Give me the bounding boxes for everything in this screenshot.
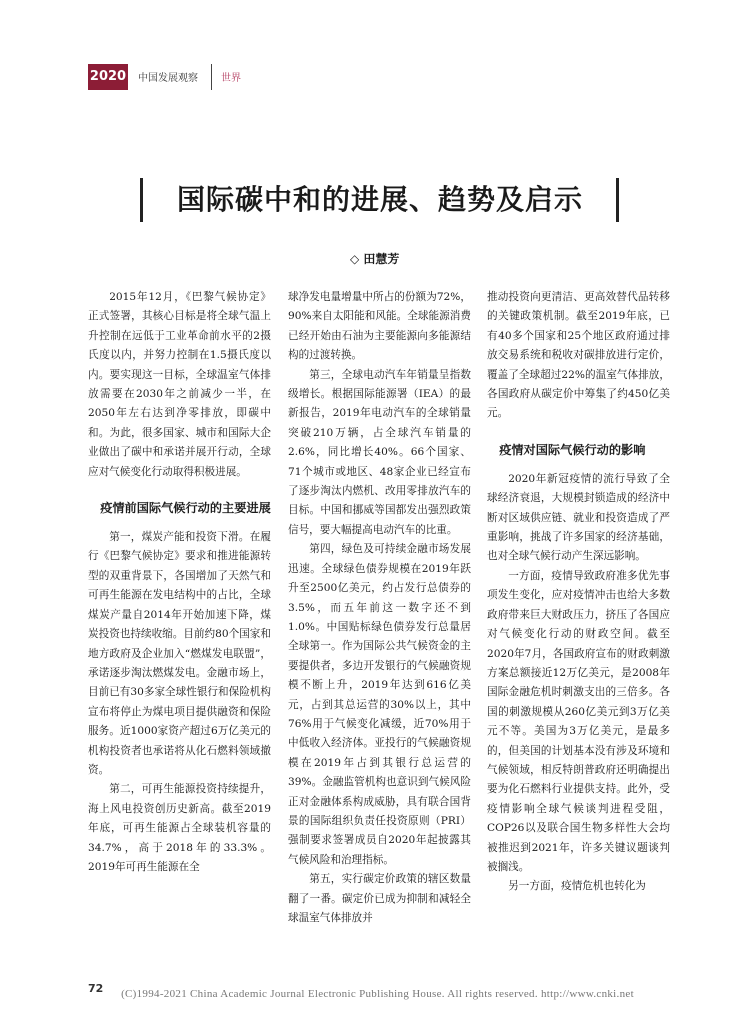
text-column-3 xyxy=(487,288,670,897)
paragraph: 另一方面，疫情危机也转化为 xyxy=(508,880,646,893)
article-title: 国际碳中和的进展、趋势及启示 xyxy=(176,183,583,216)
text-column-2 xyxy=(288,288,471,928)
text-column-1 xyxy=(88,288,271,877)
paragraph: 推动投资向更清洁、更高效替代品转移的关键政策机制。截至2019年底，已有40多个国家和25个地区政府通过排放交易系统和税收对碳排放进行定价，覆盖了全球超过22%的温室气体排放，各国政府从碳定价中筹集了约450亿美元。 xyxy=(487,291,670,420)
paragraph: 第四，绿色及可持续金融市场发展迅速。全球绿色债券规模在2019年跃升至2500亿美元，约占发行总债券的3.5%，而五年前这一数字还不到1.0%。中国贴标绿色债券发行总量居全球第一。作为国际公共气候资金的主要提供者，多边开发银行的气候融资规模不断上升，2019年达到616亿美元，占到其总运营的30%以上，其中76%用于气候变化减缓，近70%用于中低收入经济体。亚投行的气候融资规模在2019年占到其银行总运营的39%。金融监管机构也意识到气候风险正对金融体系构成威胁，具有联合国背景的国际组织负责任投资原则（PRI）强制要求签署成员自2020年起披露其气候风险和治理指标。 xyxy=(288,543,471,866)
paragraph: 第二，可再生能源投资持续提升，海上风电投资创历史新高。截至2019年底，可再生能源占全球装机容量的34.7%，高于2018年的33.3%。2019年可再生能源在全 xyxy=(88,783,271,873)
page-number: 72 xyxy=(88,982,104,995)
paragraph: 球净发电量增量中所占的份额为72%，90%来自太阳能和风能。全球能源消费已经开始由石油为主要能源向多能源结构的过渡转换。 xyxy=(288,291,471,362)
header-section: 世界 xyxy=(221,73,241,84)
section-heading: 疫情前国际气候行动的主要进展 xyxy=(100,501,271,516)
running-header xyxy=(88,64,668,90)
paragraph: 第一，煤炭产能和投资下滑。在履行《巴黎气候协定》要求和推进能源转型的双重背景下，各国增加了天然气和可再生能源在发电结构中的占比，全球煤炭产量自2014年开始加速下降，煤炭投资也持续收缩。目前约80个国家和地方政府及企业加入“燃煤发电联盟”，承诺逐步淘汰燃煤发电。金融市场上，目前已有30多家全球性银行和保险机构宣布将停止为煤电项目提供融资和保险服务。近1000家资产超过6万亿美元的机构投资者也承诺将从化石燃料领域撤资。 xyxy=(88,531,271,776)
paragraph: 2015年12月，《巴黎气候协定》正式签署，其核心目标是将全球气温上升控制在远低于工业革命前水平的2摄氏度以内，并努力控制在1.5摄氏度以内。要实现这一目标，全球温室气体排放需要在2030年之前减少一半，在2050年左右达到净零排放，即碳中和。为此，很多国家、城市和国际大企业做出了碳中和承诺并展开行动，全球应对气候变化行动取得积极进展。 xyxy=(88,291,271,478)
paragraph: 一方面，疫情导致政府准多优先事项发生变化，应对疫情冲击也给大多数政府带来巨大财政压力，挤压了各国应对气候变化行动的财政空间。截至2020年7月，各国政府宣布的财政刺激方案总额接近12万亿美元，是2008年国际金融危机时刺激支出的三倍多。各国的刺激规模从260亿美元到3万亿美元不等。美国为3万亿美元，是最多的，但美国的计划基本没有涉及环境和气候领域，相反特朗普政府还明确提出要为化石燃料行业提供支持。此外，受疫情影响全球气候谈判进程受阻，COP26以及联合国生物多样性大会均被推迟到2021年，许多关键议题谈判被搁浅。 xyxy=(487,569,670,873)
title-right-bar xyxy=(616,178,619,222)
paragraph: 2020年新冠疫情的流行导致了全球经济衰退，大规模封锁造成的经济中断对区域供应链、就业和投资造成了严重影响，挑战了许多国家的经济基础，也对全球气候行动产生深远影响。 xyxy=(487,472,670,563)
copyright-footer: (C)1994-2021 China Academic Journal Electronic Publishing House. All rights reserved. http://www.cnki.net xyxy=(121,988,634,1000)
section-heading: 疫情对国际气候行动的影响 xyxy=(499,442,646,457)
header-divider xyxy=(211,64,212,90)
header-magazine: 中国发展观察 xyxy=(138,73,198,84)
paragraph: 第五，实行碳定价政策的辖区数量翻了一番。碳定价已成为抑制和减轻全球温室气体排放并 xyxy=(288,873,471,924)
header-year: 2020 xyxy=(88,64,128,90)
paragraph: 第三，全球电动汽车年销量呈指数级增长。根据国际能源署（IEA）的最新报告，2019年电动汽车的全球销量突破210万辆，占全球汽车销量的2.6%，同比增长40%。66个国家、71个城市或地区、48家企业已经宣布了逐步淘汰内燃机、改用零排放汽车的目标。中国和挪威等国都发出强烈政策信号，要大幅提高电动汽车的比重。 xyxy=(288,368,471,536)
title-left-bar xyxy=(140,178,143,222)
article-author: ◇ 田慧芳 xyxy=(350,252,400,266)
